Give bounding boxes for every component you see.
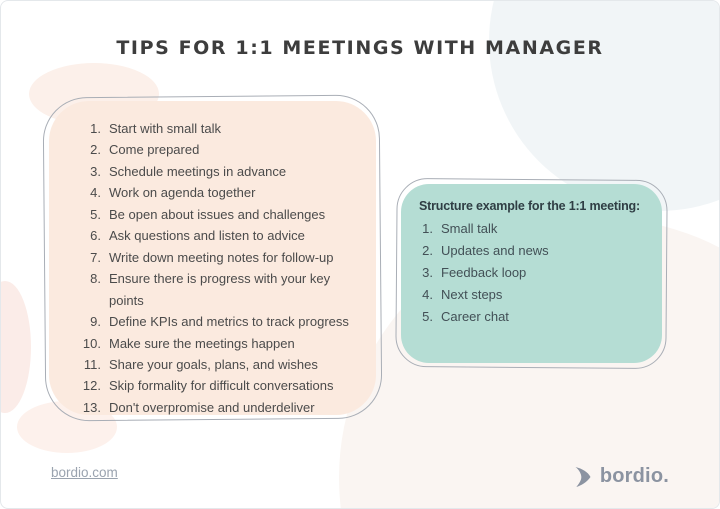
tips-list-item: Skip formality for difficult conversations	[109, 378, 334, 394]
structure-list-item: Small talk	[441, 221, 498, 236]
tips-list-item: Ask questions and listen to advice	[109, 228, 305, 244]
tips-list-item: Write down meeting notes for follow-up	[109, 249, 334, 265]
structure-card-heading: Structure example for the 1:1 meeting:	[419, 199, 640, 213]
tips-card	[49, 101, 376, 415]
tips-list-item: Start with small talk	[109, 121, 221, 136]
structure-list-item: Feedback loop	[441, 265, 527, 280]
tips-list	[79, 118, 358, 418]
tips-list-item: Schedule meetings in advance	[109, 163, 287, 179]
tips-list-item: Make sure the meetings happen	[109, 335, 295, 351]
structure-card	[401, 184, 662, 363]
bordio-logo-icon	[573, 466, 593, 488]
tips-list-item: Ensure there is progress with your key points	[109, 271, 331, 308]
background-blob-top-right	[489, 0, 720, 211]
tips-list-item: Define KPIs and metrics to track progress	[109, 314, 349, 330]
structure-list-item: Career chat	[441, 309, 509, 324]
background-blob-left	[0, 281, 31, 413]
structure-list-item: Updates and news	[441, 243, 549, 258]
bordio-logo-text: bordio.	[599, 465, 669, 487]
tips-list-item: Work on agenda together	[109, 185, 256, 201]
tips-list-item: Share your goals, plans, and wishes	[109, 356, 318, 372]
tips-list-item: Come prepared	[109, 142, 200, 158]
structure-list-item: Next steps	[441, 287, 503, 302]
bordio-logo	[573, 465, 669, 488]
structure-list	[419, 218, 648, 328]
tips-list-item: Don't overpromise and underdeliver	[109, 399, 315, 415]
bordio-site-link[interactable]: bordio.com	[51, 465, 118, 480]
tips-list-item: Be open about issues and challenges	[109, 206, 326, 222]
page-title: TIPS FOR 1:1 MEETINGS WITH MANAGER	[116, 37, 604, 59]
